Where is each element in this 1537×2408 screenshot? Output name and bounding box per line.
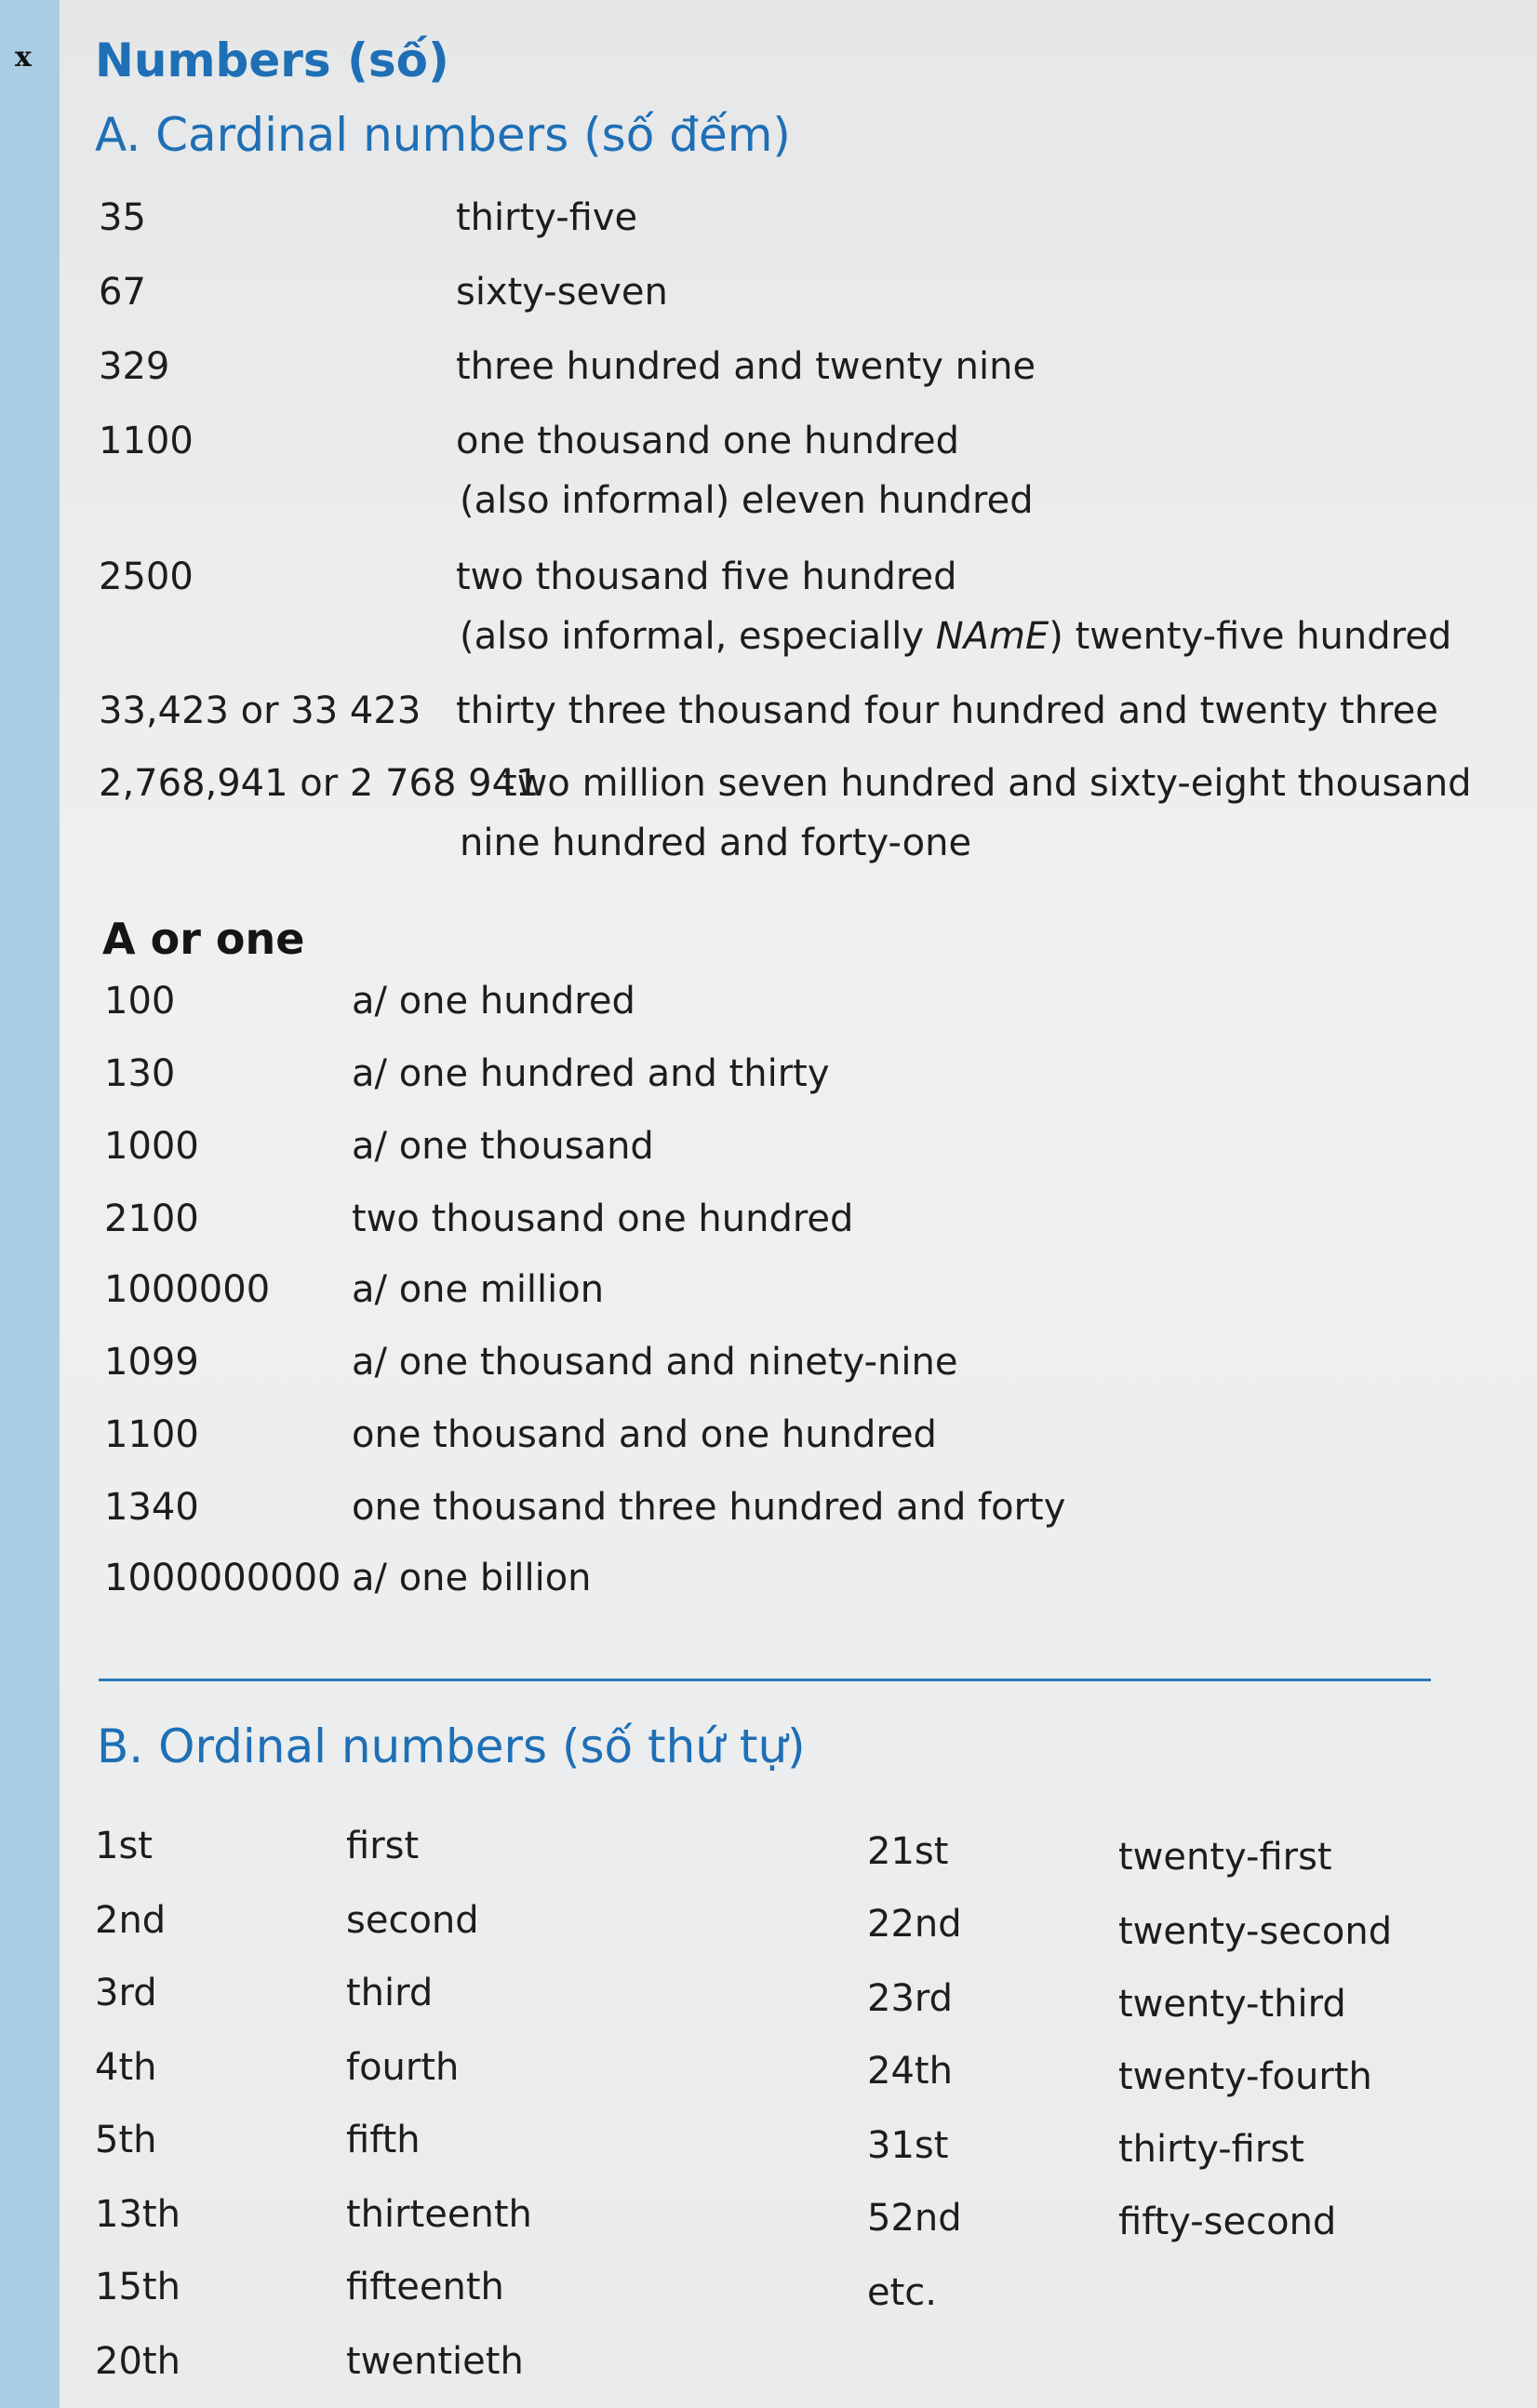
ordinal-word: twenty-third xyxy=(1118,1983,1346,2026)
cardinal-number: 2,768,941 or 2 768 941 xyxy=(99,762,540,805)
cardinal-words: thirty three thousand four hundred and twenty three xyxy=(456,689,1438,732)
ordinal-abbr: 13th xyxy=(95,2193,180,2236)
cardinal-number: 33,423 or 33 423 xyxy=(99,689,421,732)
ordinal-word: fifth xyxy=(346,2119,421,2161)
ordinal-abbr: 23rd xyxy=(867,1977,954,2020)
a-or-one-number: 2100 xyxy=(104,1197,199,1240)
margin-mark: x xyxy=(15,41,32,74)
a-or-one-number: 1000 xyxy=(104,1125,199,1168)
ordinal-abbr: 52nd xyxy=(867,2197,962,2240)
ordinal-abbr: 31st xyxy=(867,2124,949,2167)
section-a-heading: A. Cardinal numbers (số đếm) xyxy=(95,108,791,162)
ordinal-abbr: 4th xyxy=(95,2046,157,2089)
a-or-one-number: 1100 xyxy=(104,1413,199,1456)
cardinal-number: 35 xyxy=(99,196,146,239)
cardinal-number: 329 xyxy=(99,345,170,388)
ordinal-word: thirty-first xyxy=(1118,2128,1304,2171)
ordinal-abbr: 5th xyxy=(95,2119,157,2161)
ordinal-word: fifteenth xyxy=(346,2266,504,2308)
section-b-heading: B. Ordinal numbers (số thứ tự) xyxy=(97,1719,806,1773)
cardinal-words: two million seven hundred and sixty-eight thousand xyxy=(502,762,1472,805)
ordinal-word: fifty-second xyxy=(1118,2201,1337,2243)
a-or-one-number: 100 xyxy=(104,980,176,1023)
cardinal-words: one thousand one hundred xyxy=(456,420,959,462)
ordinal-word: first xyxy=(346,1825,420,1867)
a-or-one-words: a/ one billion xyxy=(352,1557,592,1599)
alt-prefix: (also informal, especially xyxy=(460,615,936,658)
ordinal-abbr: 22nd xyxy=(867,1903,962,1946)
ordinal-abbr: 24th xyxy=(867,2050,953,2093)
a-or-one-number: 1099 xyxy=(104,1341,199,1384)
ordinal-abbr: 3rd xyxy=(95,1972,157,2014)
cardinal-alt-words: (also informal) eleven hundred xyxy=(460,479,1034,522)
a-or-one-words: one thousand three hundred and forty xyxy=(352,1486,1066,1529)
a-or-one-words: a/ one million xyxy=(352,1268,605,1311)
ordinal-word: second xyxy=(346,1899,479,1942)
ordinal-etc: etc. xyxy=(867,2271,937,2314)
page-title: Numbers (số) xyxy=(95,33,449,87)
ordinal-abbr: 15th xyxy=(95,2266,180,2308)
ordinal-abbr: 21st xyxy=(867,1830,949,1873)
cardinal-number: 1100 xyxy=(99,420,194,462)
ordinal-word: fourth xyxy=(346,2046,460,2089)
a-or-one-number: 130 xyxy=(104,1052,176,1095)
a-or-one-heading: A or one xyxy=(102,914,305,964)
cardinal-number: 67 xyxy=(99,271,146,314)
ordinal-word: twenty-first xyxy=(1118,1836,1332,1879)
cardinal-words: two thousand five hundred xyxy=(456,555,957,598)
ordinal-abbr: 20th xyxy=(95,2340,180,2383)
a-or-one-words: two thousand one hundred xyxy=(352,1197,854,1240)
cardinal-words: sixty-seven xyxy=(456,271,668,314)
ordinal-abbr: 2nd xyxy=(95,1899,167,1942)
cardinal-words-continued: nine hundred and forty-one xyxy=(460,822,972,864)
section-divider xyxy=(99,1679,1431,1681)
a-or-one-words: a/ one hundred xyxy=(352,980,635,1023)
ordinal-word: third xyxy=(346,1972,434,2014)
a-or-one-words: one thousand and one hundred xyxy=(352,1413,937,1456)
ordinal-word: twenty-second xyxy=(1118,1910,1393,1953)
a-or-one-number: 1000000 xyxy=(104,1268,271,1311)
a-or-one-words: a/ one thousand xyxy=(352,1125,654,1168)
page-edge-sidebar xyxy=(0,0,60,2408)
ordinal-word: thirteenth xyxy=(346,2193,532,2236)
cardinal-alt-words xyxy=(460,615,1452,658)
a-or-one-words: a/ one hundred and thirty xyxy=(352,1052,830,1095)
ordinal-word: twenty-fourth xyxy=(1118,2055,1372,2098)
alt-suffix: ) twenty-five hundred xyxy=(1049,615,1452,658)
ordinal-abbr: 1st xyxy=(95,1825,153,1867)
a-or-one-number: 1000000000 xyxy=(104,1557,341,1599)
ordinal-word: twentieth xyxy=(346,2340,524,2383)
alt-region-abbr: NAmE xyxy=(935,615,1049,658)
cardinal-words: thirty-five xyxy=(456,196,638,239)
a-or-one-words: a/ one thousand and ninety-nine xyxy=(352,1341,958,1384)
cardinal-words: three hundred and twenty nine xyxy=(456,345,1036,388)
a-or-one-number: 1340 xyxy=(104,1486,199,1529)
cardinal-number: 2500 xyxy=(99,555,194,598)
